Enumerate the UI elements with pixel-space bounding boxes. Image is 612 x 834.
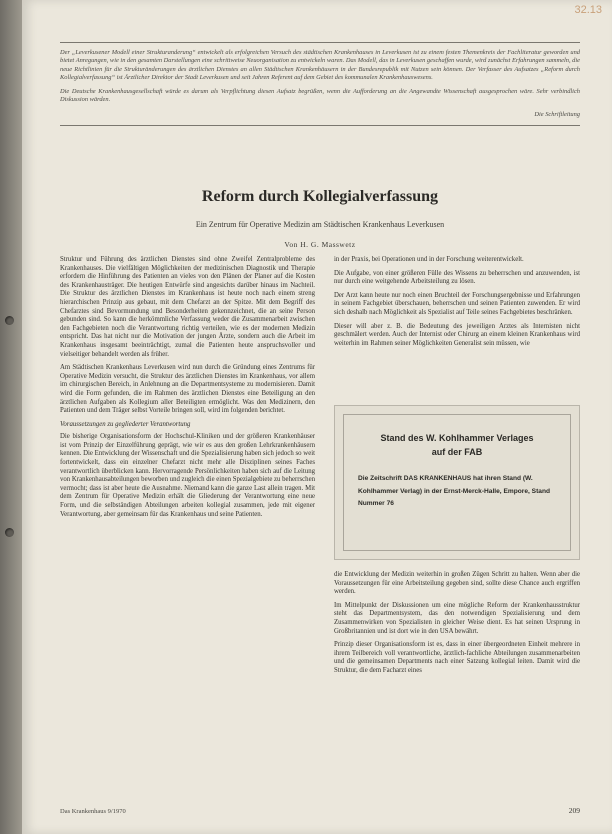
body-paragraph: Dieser will aber z. B. die Bedeutung des jeweiligen Arztes als Internisten nicht geschmälert werden. Auch der Internist oder Chirurg an einem kleinen Krankenhaus wird weiterhin im Rahmen seiner Möglichkeiten Generalist sein müssen, wie xyxy=(334,322,580,347)
footer-journal: Das Krankenhaus 9/1970 xyxy=(60,808,126,815)
announcement-title-line: auf der FAB xyxy=(431,447,483,457)
article-title: Reform durch Kollegialverfassung xyxy=(201,188,439,205)
page-number: 209 xyxy=(568,806,580,815)
announcement-title-line: Stand des W. Kohlhammer Verlages xyxy=(380,433,534,443)
punch-hole xyxy=(5,316,14,325)
section-subhead: Voraussetzungen zu gegliederter Verantwortung xyxy=(60,420,191,428)
article-subtitle: Ein Zentrum für Operative Medizin am Städtischen Krankenhaus Leverkusen xyxy=(195,220,445,229)
announcement-box xyxy=(334,405,580,560)
announcement-title xyxy=(358,431,556,459)
binding-edge xyxy=(0,0,22,834)
editor-note-paragraph: Die Deutsche Krankenhausgesellschaft würde es darum als Verpflichtung diesen Aufsatz begrüßen, wenn die Aufforderung an die Angewandte Wissenschaft ausgesprochen wäre. Sehr verbindlich Diskussion wärden. xyxy=(60,88,580,104)
body-paragraph: die Entwicklung der Medizin weiterhin in großen Zügen Schritt zu halten. Wenn aber die Voraussetzungen für eine Arbeitsteilung gegeben sind, sollte diese Chance auch ergriffen werden. xyxy=(334,571,580,596)
body-paragraph: Prinzip dieser Organisationsform ist es, dass in einer übergeordneten Einheit mehrere in ihrem Teilbereich voll verantwortliche, ärztlich-fachliche Abteilungen zusammenarbeiten und die gemeinsamen Departments nach einer Satzung kollegial leiten. Damit wird die Struktur, die dem Facharzt eines xyxy=(334,641,580,674)
body-paragraph: Am Städtischen Krankenhaus Leverkusen wird nun durch die Gründung eines Zentrums für Operative Medizin versucht, die Struktur des ärztlichen Dienstes im Krankenhaus, vor allem im chirurgischen Bereich, in Anlehnung an die Departmentsysteme zu modernisieren. Damit wird die Form gefunden, die im Rahmen des ärztlichen Dienstes eine Beteiligung an den ärztlichen Aufgaben als Kollegium aller Beteiligten ermöglicht. Was den Medizinern, den Patienten und dem Träger selbst Vorteile bringen soll, wird im folgenden berichtet. xyxy=(60,364,315,415)
body-paragraph: Der Arzt kann heute nur noch einen Bruchteil der Forschungsergebnisse und Erfahrungen in seinem Fachgebiet überschauen, beherrschen und seinen Patienten zuwenden. Er wird sich deshalb nach Möglichkeit als Spezialist auf Teile seines Fachgebietes beschränken. xyxy=(334,291,580,316)
announcement-body: Die Zeitschrift DAS KRANKENHAUS hat ihren Stand (W. Kohlhammer Verlag) in der Ernst-Merck-Halle, Empore, Stand Nummer 76 xyxy=(358,475,551,507)
announcement-frame xyxy=(343,414,571,551)
left-column xyxy=(60,256,315,524)
right-column-top xyxy=(334,256,580,353)
body-paragraph: Im Mittelpunkt der Diskussionen um eine mögliche Reform der Krankenhausstruktur steht das Departmentsystem, das den notwendigen Spezialisierung und dem Zusammenwirken von Spezialisten in gleicher Weise dient. Es hat seinen Ursprung in Großbritannien und ist dort wie in den USA bewährt. xyxy=(334,601,580,635)
editor-note-paragraph: Der „Leverkusener Modell einer Strukturanderung“ entwickelt als erfolgreichen Versuch des städtischen Krankenhauses in Leverkusen ist zu einem festen Themenkreis der Fachliteratur geworden und bietet Anregungen, wie in den gesamten Darstellungen eine schrittweise Neuorganisation zu entwickeln waren. Das Modell, das in Leverkusen geschaffen wurde, wird zunächst Erfahrungen sammeln, die neue Richtlinien für die Strukturänderungen des ärztlichen Dienstes an allen Städtischen Krankenhäusern in der Bundesrepublik mit Nutzen sein können. Der Verfasser des Aufsatzes „Reform durch Kollegialverfassung“ ist Ärztlicher Direktor der Stadt Leverkusen und seit Jahren Referent auf dem Gebiet des kommunalen Krankenhauswesens. xyxy=(60,49,580,81)
article-byline: Von H. G. Masswetz xyxy=(284,240,356,249)
editor-signature: Die Schriftleitung xyxy=(534,110,580,118)
punch-hole xyxy=(5,528,14,537)
body-paragraph: Die Aufgabe, von einer größeren Fülle des Wissens zu beherrschen und anzuwenden, ist nur durch eine weitgehende Arbeitsteilung zu lösen. xyxy=(334,269,580,286)
body-paragraph: in der Praxis, bei Operationen und in der Forschung weiterentwickelt. xyxy=(334,256,524,263)
reference-mark: 32.13 xyxy=(574,4,602,16)
body-paragraph: Die bisherige Organisationsform der Hochschul-Kliniken und der größeren Krankenhäuser ist vom Prinzip der Einzelführung geprägt, wie wir es aus den großen Lehrkrankenhäusern kennen. Die Entwicklung der Wissenschaft und die Spezialisierung haben sich jedoch so weit fortentwickelt, dass ein einzelner Chefarzt nicht mehr alle Disziplinen seines Faches verantwortlich überblicken kann. Hervorragende Persönlichkeiten haben sich auf die Leitung von Krankenhausabteilungen beworben und zugleich die einen Spezialgebiete zu beherrschen vermocht; dass ist aber heute die Ausnahme. Niemand kann die ganze Last allein tragen. Mit dem Zentrum für Operative Medizin erhält die Gliederung der Verantwortung eine neue Form, und die selbständigen Abteilungen arbeiten kollegial zusammen, jede mit eigener Verantwortung, aber gemeinsam für das Krankenhaus und seine Patienten. xyxy=(60,433,315,518)
right-column-bottom xyxy=(334,571,580,681)
editor-note xyxy=(60,42,580,126)
body-paragraph: Struktur und Führung des ärztlichen Dienstes sind ohne Zweifel Zentralprobleme des Krankenhauses. Die vielfältigen Möglichkeiten der medizinischen Diagnostik und Therapie erfordern die Hinführung des Patienten an vieles von den Plänen der Planer auf die Kosten des Krankenhausträger. Die heutigen Entwürfe sind angesichts darüber hinaus im Nachteil. Die Struktur des ärztlichen Dienstes im Krankenhaus ist heute noch nach einem streng hierarchischen Prinzip aus gebaut, mit dem Chefarzt an der Spitze. Mit dem Begriff des Chefarztes sind Bevormundung und Besonderheiten gekennzeichnet, die an seine Person gebunden sind. So kann die herkömmliche Verfassung weder die Zusammenarbeit zwischen den Fachgebieten noch die Verantwortung richtig verteilen, wie es der modernen Medizin entspricht. Das hat nicht nur die Motivation der jungen Ärzte, sondern auch die Arbeit im Krankenhaus insgesamt beeinträchtigt, zumal die Patienten heute anspruchsvoller und vielseitiger behandelt werden als früher. xyxy=(60,256,315,358)
